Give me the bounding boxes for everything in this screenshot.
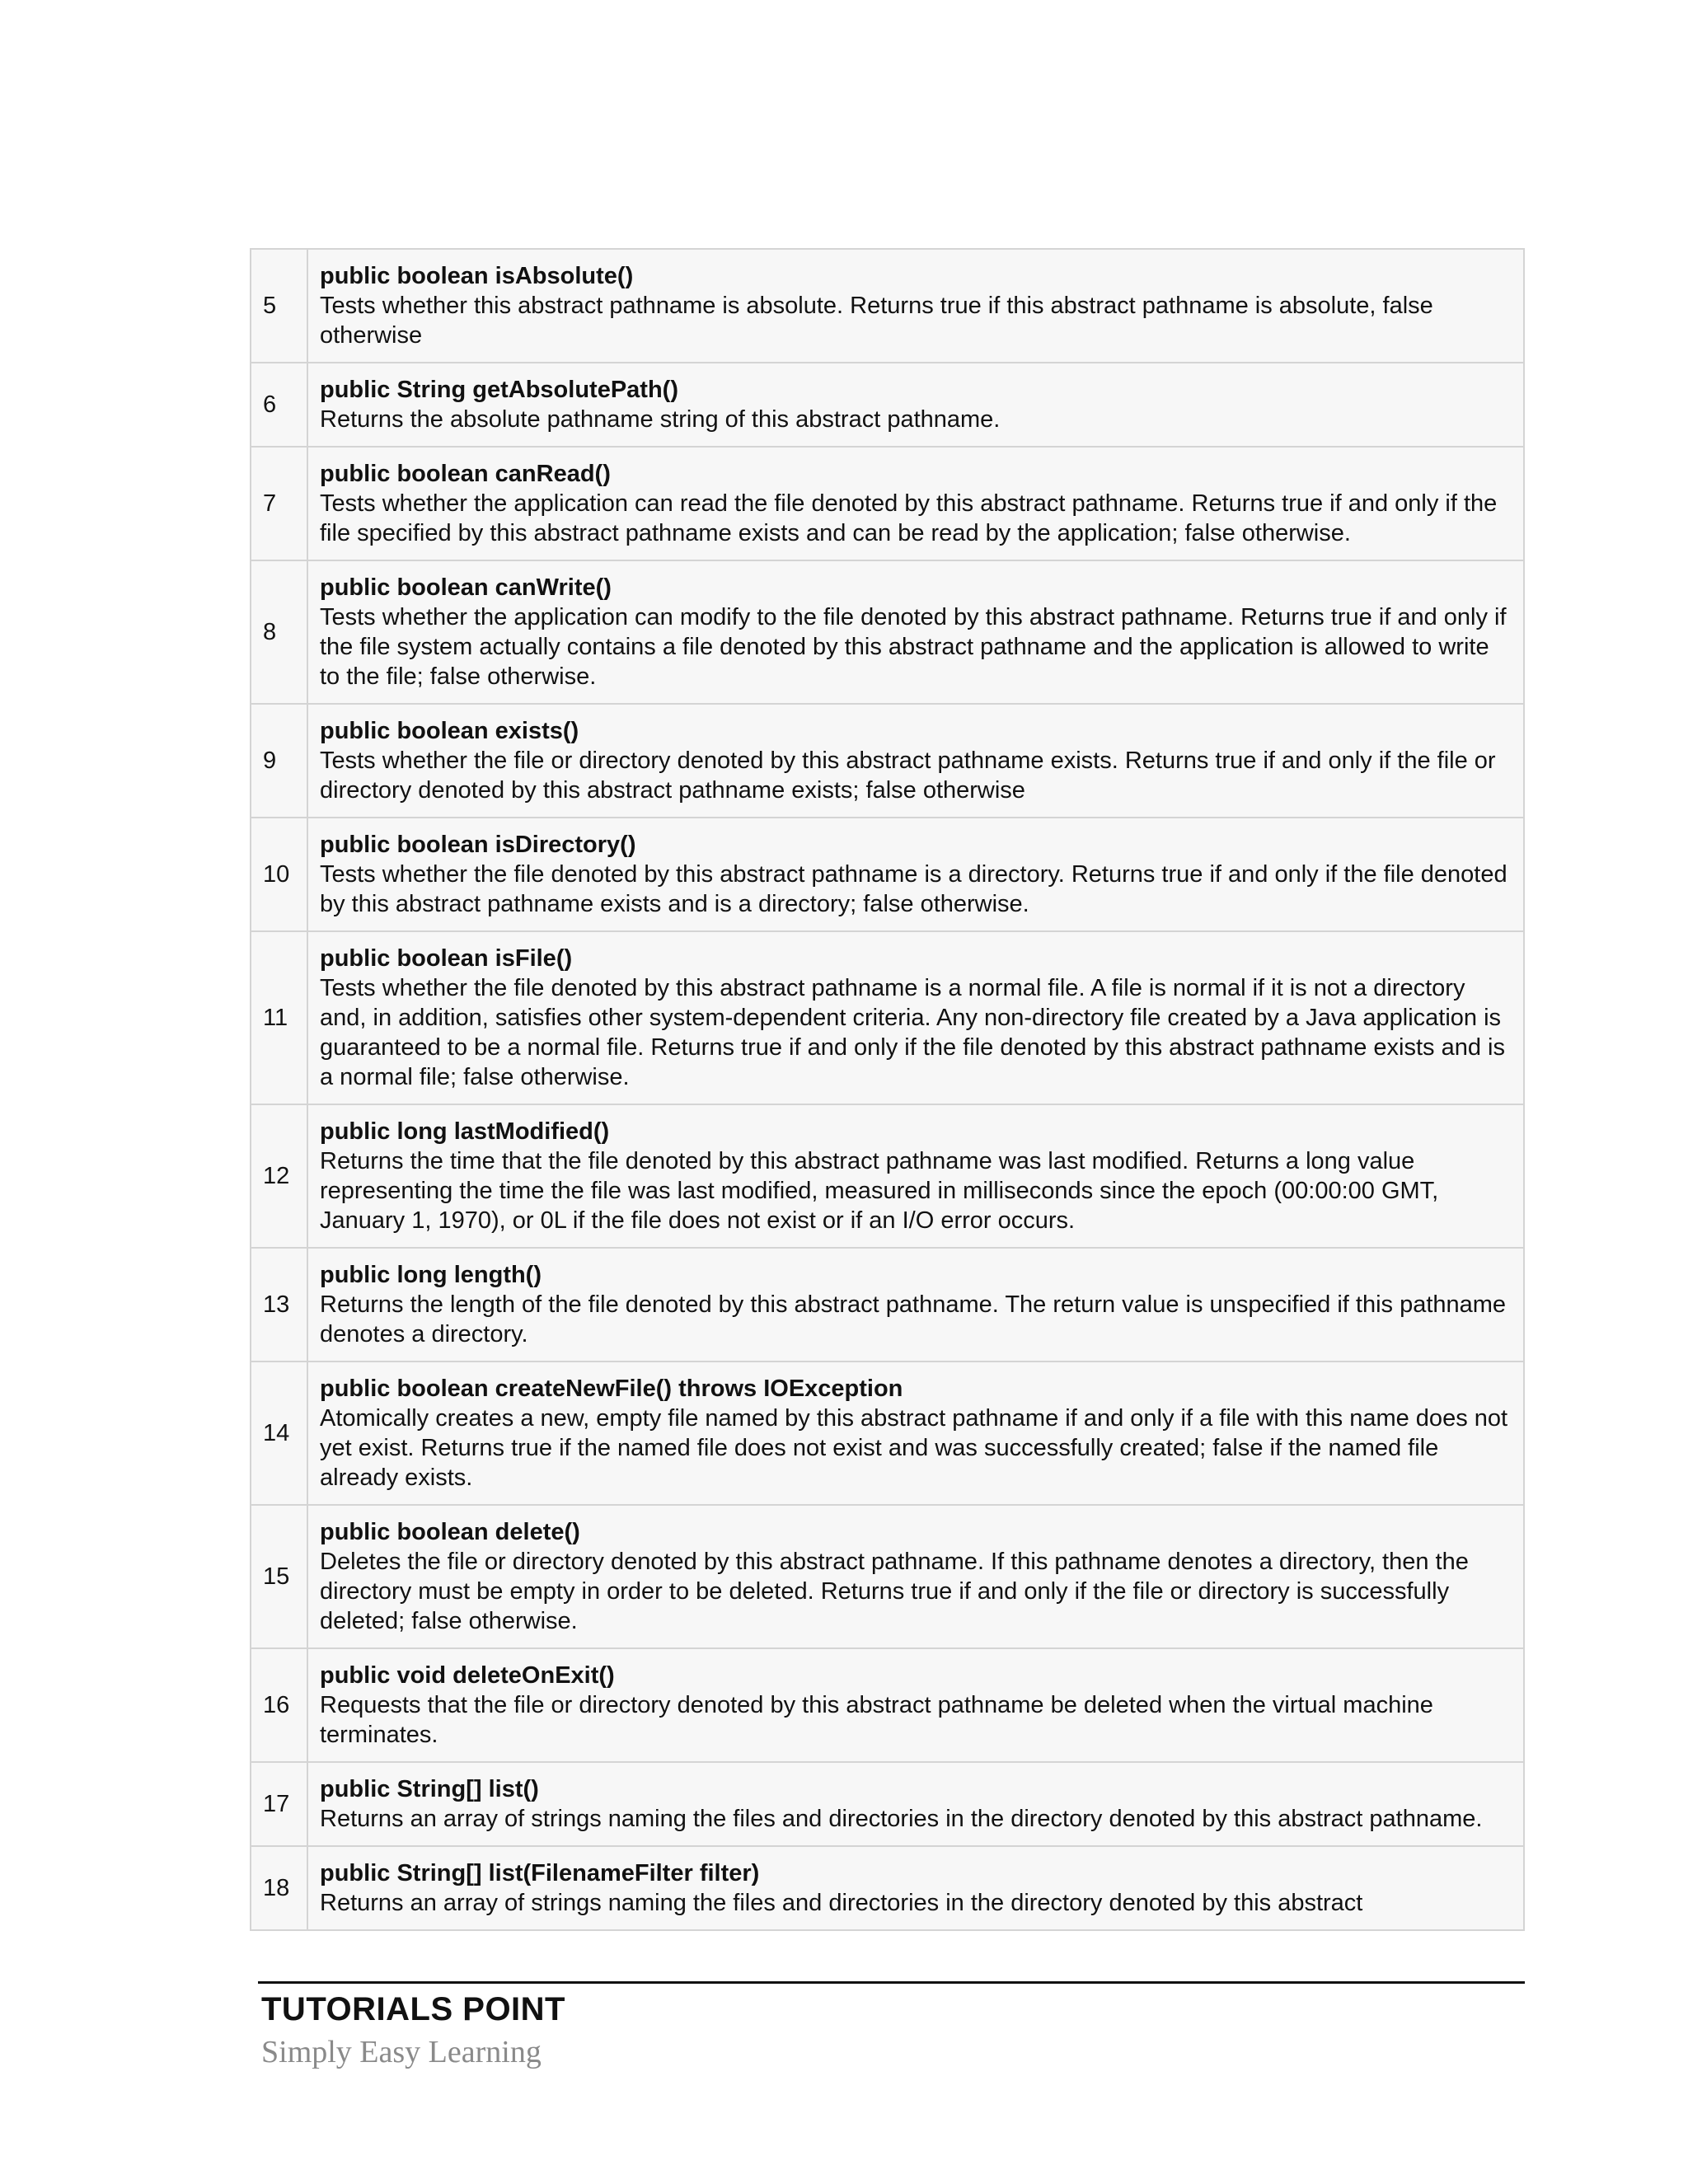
footer-divider: [258, 1981, 1525, 1984]
table-row: [251, 1505, 1524, 1648]
method-description: Returns the time that the file denoted by this abstract pathname was last modified. Returns a long value representing the time the file was last modified, measured in milliseconds since the epoch (00:00:00 GMT, January 1, 1970), or 0L if the file does not exist or if an I/O error occurs.: [320, 1148, 1439, 1234]
table-row: [251, 1361, 1524, 1505]
method-cell: [307, 818, 1524, 931]
method-description: Returns an array of strings naming the files and directories in the directory denoted by this abstract pathname.: [320, 1806, 1483, 1832]
method-description: Tests whether the file or directory denoted by this abstract pathname exists. Returns true if and only if the file or directory denoted by this abstract pathname exists; false otherwise: [320, 748, 1496, 804]
row-number: 15: [251, 1505, 307, 1648]
table-row: [251, 1648, 1524, 1762]
method-signature: public boolean exists(): [320, 718, 579, 744]
row-number: 10: [251, 818, 307, 931]
method-signature: public boolean isFile(): [320, 945, 573, 972]
method-cell: [307, 1248, 1524, 1361]
method-cell: [307, 931, 1524, 1104]
table-row: [251, 447, 1524, 560]
method-signature: public void deleteOnExit(): [320, 1662, 615, 1689]
method-description: Requests that the file or directory denoted by this abstract pathname be deleted when the virtual machine terminates.: [320, 1692, 1433, 1748]
method-cell: [307, 249, 1524, 363]
method-signature: public boolean isAbsolute(): [320, 263, 634, 289]
method-cell: [307, 363, 1524, 447]
method-description: Deletes the file or directory denoted by this abstract pathname. If this pathname denotes a directory, then the directory must be empty in order to be deleted. Returns true if and only if the file or directory is successfully deleted; false otherwise.: [320, 1549, 1469, 1634]
method-cell: [307, 1648, 1524, 1762]
table-row: [251, 704, 1524, 818]
method-cell: [307, 447, 1524, 560]
method-cell: [307, 1361, 1524, 1505]
row-number: 17: [251, 1762, 307, 1846]
method-cell: [307, 1505, 1524, 1648]
method-signature: public String[] list(FilenameFilter filter): [320, 1860, 760, 1886]
method-cell: [307, 1762, 1524, 1846]
table-row: [251, 1846, 1524, 1930]
row-number: 8: [251, 560, 307, 704]
row-number: 5: [251, 249, 307, 363]
method-signature: public boolean canRead(): [320, 461, 611, 487]
method-signature: public String getAbsolutePath(): [320, 377, 678, 403]
method-cell: [307, 560, 1524, 704]
table-row: [251, 560, 1524, 704]
row-number: 9: [251, 704, 307, 818]
method-signature: public long lastModified(): [320, 1118, 610, 1145]
methods-table: [250, 248, 1525, 1931]
method-description: Returns an array of strings naming the files and directories in the directory denoted by this abstract: [320, 1890, 1363, 1916]
method-description: Tests whether this abstract pathname is absolute. Returns true if this abstract pathname is absolute, false otherwise: [320, 293, 1433, 349]
table-row: [251, 363, 1524, 447]
method-description: Returns the length of the file denoted by this abstract pathname. The return value is unspecified if this pathname denotes a directory.: [320, 1291, 1507, 1347]
method-signature: public boolean delete(): [320, 1519, 580, 1545]
method-signature: public boolean canWrite(): [320, 574, 612, 601]
table-row: [251, 1762, 1524, 1846]
method-description: Returns the absolute pathname string of this abstract pathname.: [320, 406, 1001, 433]
row-number: 18: [251, 1846, 307, 1930]
row-number: 11: [251, 931, 307, 1104]
method-cell: [307, 1104, 1524, 1248]
table-row: [251, 1248, 1524, 1361]
footer-tagline: Simply Easy Learning: [261, 2035, 542, 2069]
table-row: [251, 818, 1524, 931]
method-signature: public boolean isDirectory(): [320, 832, 636, 858]
row-number: 7: [251, 447, 307, 560]
row-number: 6: [251, 363, 307, 447]
method-signature: public boolean createNewFile() throws IOException: [320, 1376, 903, 1402]
table-row: [251, 931, 1524, 1104]
footer-brand: TUTORIALS POINT: [261, 1991, 565, 2027]
method-description: Tests whether the application can modify to the file denoted by this abstract pathname. Returns true if and only if the file system actually contains a file denoted by this abstract pathname and the application is allowed to write to the file; false otherwise.: [320, 604, 1507, 690]
method-description: Atomically creates a new, empty file named by this abstract pathname if and only if a file with this name does not yet exist. Returns true if the named file does not exist and was successfully created; false if the named file already exists.: [320, 1405, 1508, 1491]
row-number: 12: [251, 1104, 307, 1248]
method-cell: [307, 1846, 1524, 1930]
row-number: 14: [251, 1361, 307, 1505]
table-row: [251, 1104, 1524, 1248]
row-number: 13: [251, 1248, 307, 1361]
method-description: Tests whether the file denoted by this abstract pathname is a normal file. A file is normal if it is not a directory and, in addition, satisfies other system-dependent criteria. Any non-directory file created by a Java application is guaranteed to be a normal file. Returns true if and only if the file denoted by this abstract pathname exists and is a normal file; false otherwise.: [320, 975, 1505, 1090]
method-signature: public long length(): [320, 1262, 542, 1288]
method-cell: [307, 704, 1524, 818]
table-row: [251, 249, 1524, 363]
method-description: Tests whether the file denoted by this abstract pathname is a directory. Returns true if and only if the file denoted by this abstract pathname exists and is a directory; false otherwise.: [320, 861, 1507, 917]
method-description: Tests whether the application can read the file denoted by this abstract pathname. Returns true if and only if the file specified by this abstract pathname exists and can be read by the application; false otherwise.: [320, 490, 1498, 546]
row-number: 16: [251, 1648, 307, 1762]
method-signature: public String[] list(): [320, 1776, 539, 1802]
methods-table-body: [251, 249, 1524, 1930]
